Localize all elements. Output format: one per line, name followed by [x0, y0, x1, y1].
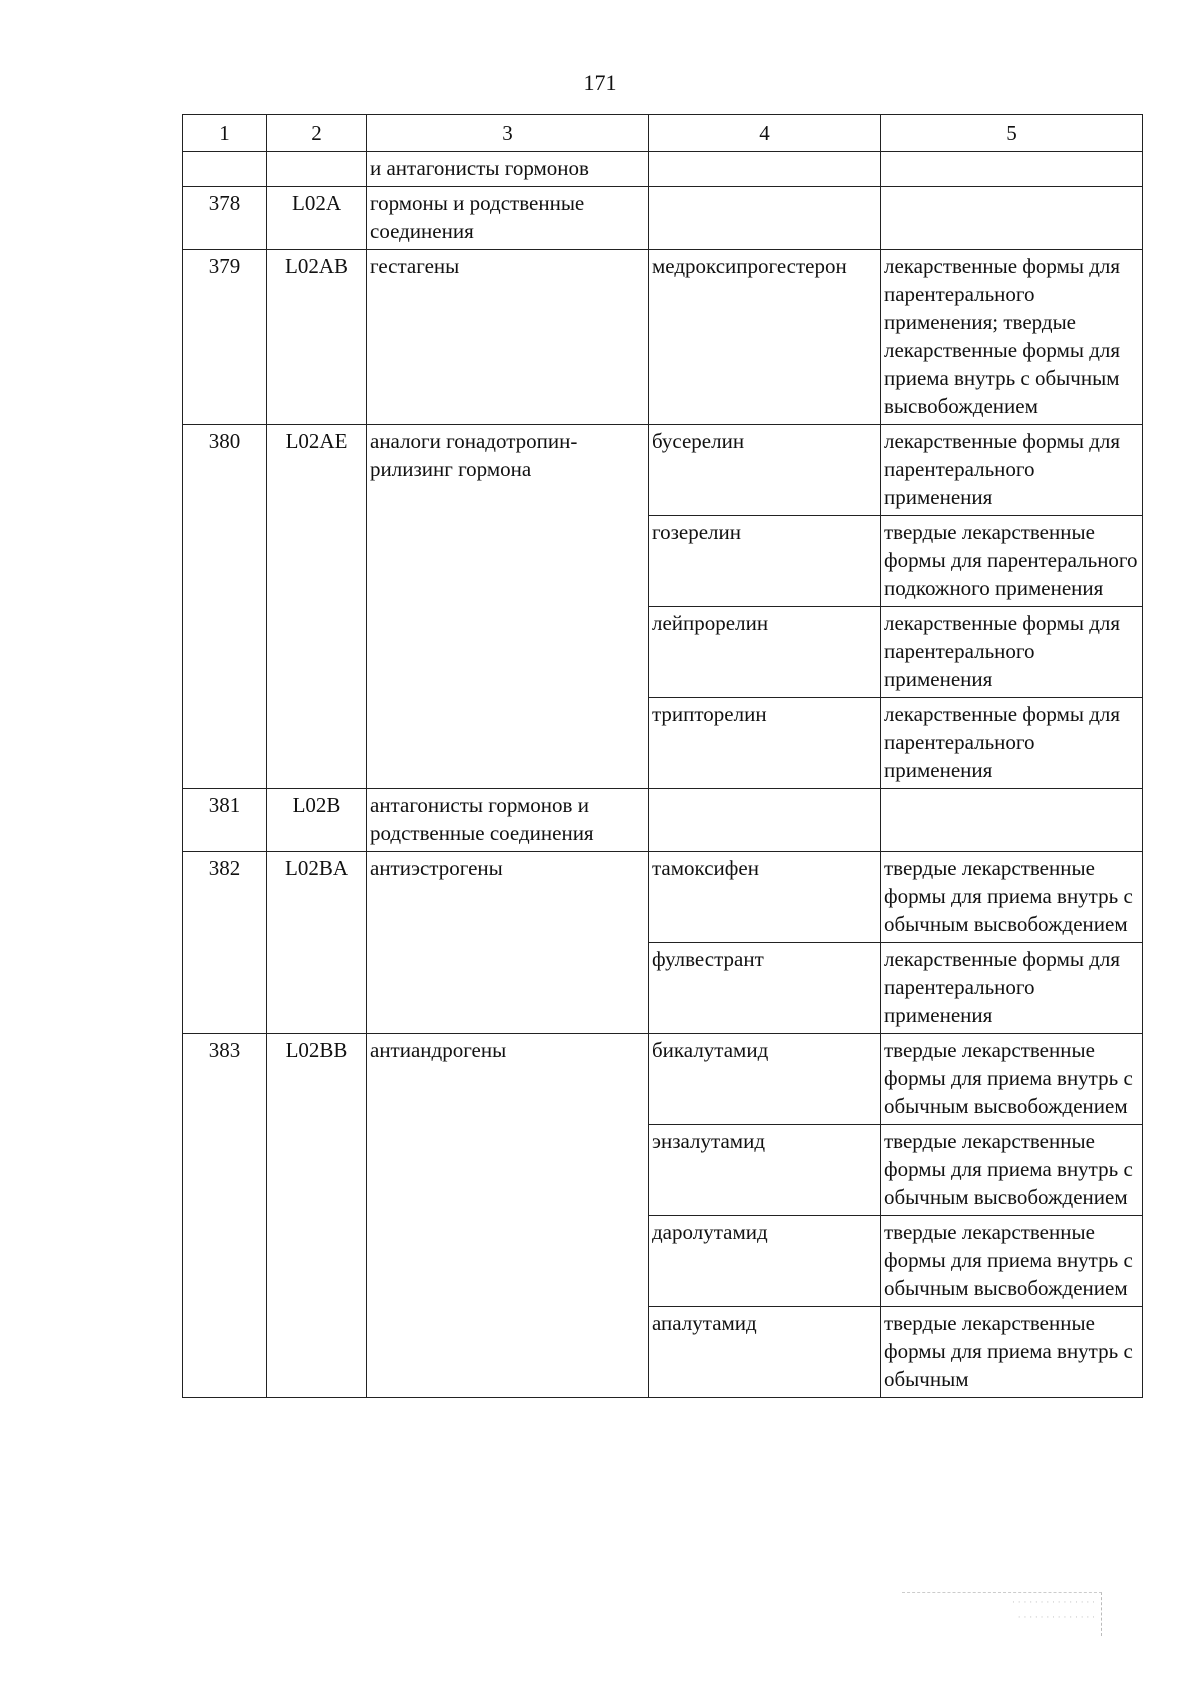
- group-name-cell: антагонисты гормонов и родственные соединения: [367, 789, 649, 852]
- drug-name-cell: лейпрорелин: [649, 607, 881, 698]
- dosage-forms-cell: лекарственные формы для парентерального применения: [881, 943, 1143, 1034]
- header-col-3: 3: [367, 115, 649, 152]
- drug-name-cell: апалутамид: [649, 1307, 881, 1398]
- atc-code-cell: L02AB: [267, 250, 367, 425]
- header-col-1: 1: [183, 115, 267, 152]
- dosage-forms-cell: [881, 789, 1143, 852]
- row-number-cell: 378: [183, 187, 267, 250]
- drug-name-cell: бусерелин: [649, 425, 881, 516]
- atc-code-cell: L02A: [267, 187, 367, 250]
- row-number-cell: 379: [183, 250, 267, 425]
- dosage-forms-cell: твердые лекарственные формы для приема внутрь с обычным высвобождением: [881, 852, 1143, 943]
- continued-num-cell: [183, 152, 267, 187]
- stamp-line: · · · · · · · · · · · · · · ·: [1012, 1598, 1095, 1608]
- table-body: [183, 152, 1143, 1398]
- dosage-forms-cell: твердые лекарственные формы для парентерального подкожного применения: [881, 516, 1143, 607]
- atc-code-cell: L02AE: [267, 425, 367, 789]
- dosage-forms-cell: лекарственные формы для парентерального применения: [881, 425, 1143, 516]
- dosage-forms-cell: твердые лекарственные формы для приема внутрь с обычным высвобождением: [881, 1034, 1143, 1125]
- dosage-forms-cell: твердые лекарственные формы для приема внутрь с обычным высвобождением: [881, 1216, 1143, 1307]
- dosage-forms-cell: твердые лекарственные формы для приема внутрь с обычным высвобождением: [881, 1125, 1143, 1216]
- dosage-forms-cell: лекарственные формы для парентерального применения; твердые лекарственные формы для приема внутрь с обычным высвобождением: [881, 250, 1143, 425]
- drug-name-cell: медроксипрогестерон: [649, 250, 881, 425]
- illegible-stamp-mark: [902, 1592, 1102, 1636]
- row-number-cell: 383: [183, 1034, 267, 1398]
- drug-name-cell: трипторелин: [649, 698, 881, 789]
- group-name-cell: антиэстрогены: [367, 852, 649, 1034]
- table-row: [183, 1034, 1143, 1125]
- dosage-forms-cell: твердые лекарственные формы для приема внутрь с обычным: [881, 1307, 1143, 1398]
- drug-name-cell: [649, 789, 881, 852]
- group-name-cell: антиандрогены: [367, 1034, 649, 1398]
- drug-name-cell: [649, 187, 881, 250]
- group-name-cell: аналоги гонадотропин-рилизинг гормона: [367, 425, 649, 789]
- drug-name-cell: даролутамид: [649, 1216, 881, 1307]
- row-number-cell: 380: [183, 425, 267, 789]
- atc-code-cell: L02BA: [267, 852, 367, 1034]
- atc-code-cell: L02B: [267, 789, 367, 852]
- drug-name-cell: бикалутамид: [649, 1034, 881, 1125]
- table-header: [183, 115, 1143, 152]
- drug-table: [182, 114, 1143, 1398]
- dosage-forms-cell: лекарственные формы для парентерального применения: [881, 698, 1143, 789]
- header-col-2: 2: [267, 115, 367, 152]
- table-row: [183, 425, 1143, 516]
- dosage-forms-cell: лекарственные формы для парентерального применения: [881, 607, 1143, 698]
- continued-row: [183, 152, 1143, 187]
- table-row: [183, 789, 1143, 852]
- header-col-4: 4: [649, 115, 881, 152]
- table-row: [183, 852, 1143, 943]
- group-name-cell: гормоны и родственные соединения: [367, 187, 649, 250]
- drug-name-cell: энзалутамид: [649, 1125, 881, 1216]
- atc-code-cell: L02BB: [267, 1034, 367, 1398]
- header-col-5: 5: [881, 115, 1143, 152]
- header-row: [183, 115, 1143, 152]
- page-number: 171: [583, 70, 617, 95]
- dosage-forms-cell: [881, 187, 1143, 250]
- continued-code-cell: [267, 152, 367, 187]
- continued-group-cell: и антагонисты гормонов: [367, 152, 649, 187]
- group-name-cell: гестагены: [367, 250, 649, 425]
- table-row: [183, 250, 1143, 425]
- row-number-cell: 381: [183, 789, 267, 852]
- drug-name-cell: гозерелин: [649, 516, 881, 607]
- continued-drug-cell: [649, 152, 881, 187]
- drug-name-cell: фулвестрант: [649, 943, 881, 1034]
- continued-forms-cell: [881, 152, 1143, 187]
- drug-name-cell: тамоксифен: [649, 852, 881, 943]
- stamp-line: · · · · · · · · · · · · · ·: [1017, 1613, 1095, 1623]
- row-number-cell: 382: [183, 852, 267, 1034]
- table-row: [183, 187, 1143, 250]
